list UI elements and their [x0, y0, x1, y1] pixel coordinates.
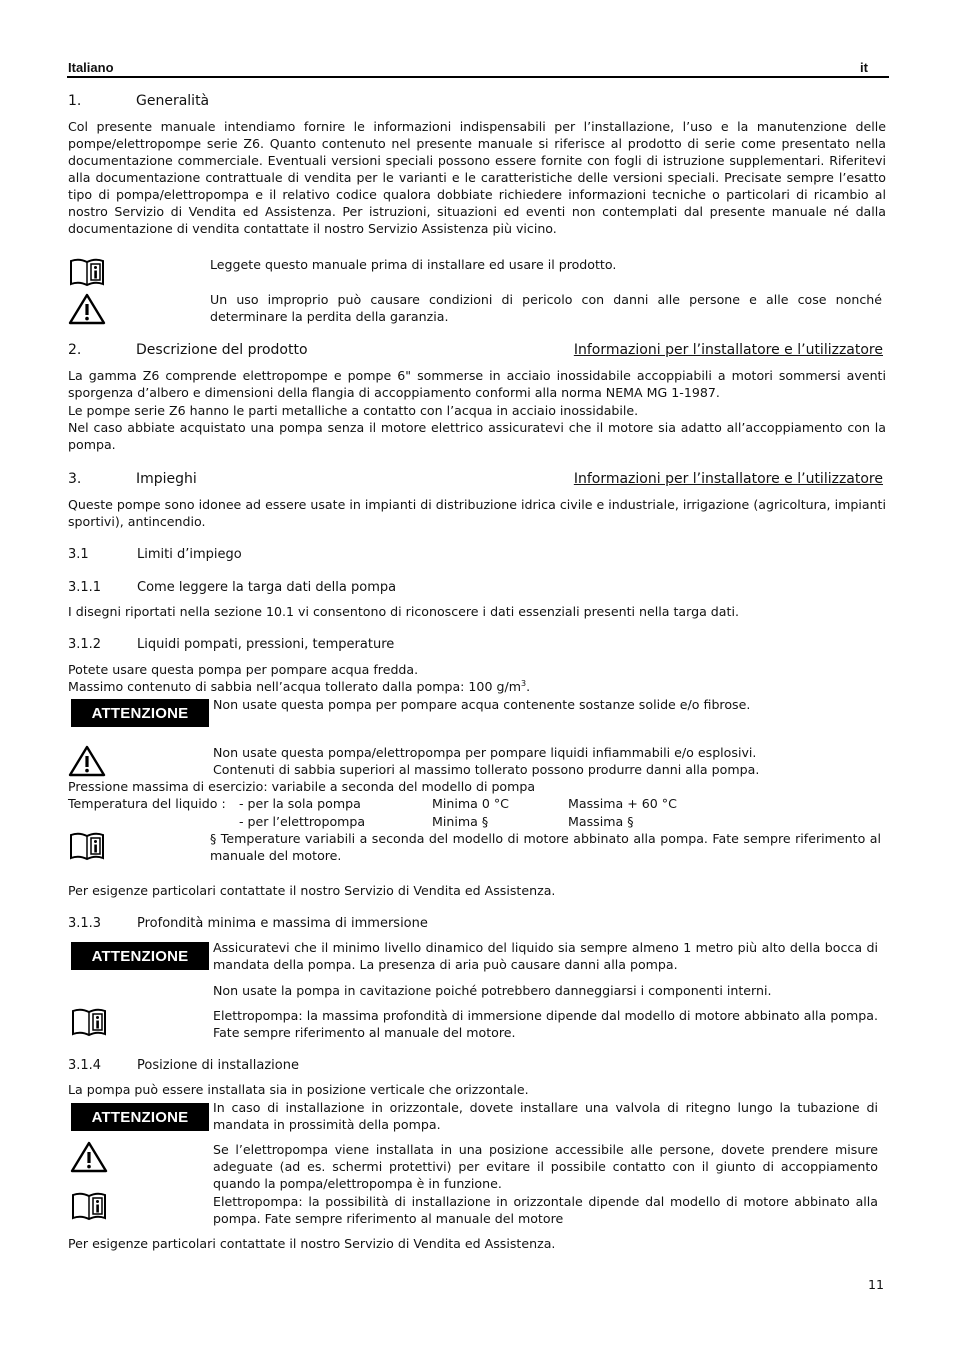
temperature-note: § Temperature variabili a seconda del modello di motore abbinato alla pompa. Fate sempre riferimento al manuale del motore.	[210, 831, 881, 863]
read-manual-icon	[71, 1007, 107, 1039]
section-3-heading	[68, 471, 883, 489]
section-1-heading	[68, 93, 883, 111]
section-2-paragraph-2: Le pompe serie Z6 hanno le parti metalliche a contatto con l’acqua in acciaio inossidabile.	[68, 403, 639, 418]
sand-content-text: Massimo contenuto di sabbia nell’acqua tollerato dalla pompa: 100 g/m	[68, 679, 521, 694]
section-title: Descrizione del prodotto	[136, 342, 308, 358]
section-title: Generalità	[136, 93, 210, 109]
read-manual-icon	[69, 257, 105, 289]
warning-triangle-icon	[69, 1140, 109, 1174]
warning-triangle-icon	[67, 292, 107, 326]
section-2-heading	[68, 342, 883, 360]
contact-line: Per esigenze particolari contattate il nostro Servizio di Vendita ed Assistenza.	[68, 1236, 556, 1251]
attention-text: Assicuratevi che il minimo livello dinamico del liquido sia sempre almeno 1 metro più alto della bocca di mandata della pompa. La presenza di aria può causare danni alla pompa.	[213, 940, 878, 972]
sand-line-end: .	[526, 679, 531, 694]
temp-row-pump-what: - per la sola pompa	[239, 796, 361, 811]
section-title: Posizione di installazione	[137, 1058, 299, 1073]
sand-content-line	[68, 678, 530, 695]
section-title: Impieghi	[136, 471, 197, 487]
section-title: Limiti d’impiego	[137, 547, 242, 562]
horizontal-install-note: Elettropompa: la possibilità di installazione in orizzontale dipende dal modello di motore abbinato alla pompa. Fate sempre riferimento al manuale del motore	[213, 1194, 878, 1226]
section-number: 2.	[68, 342, 82, 358]
header-rule	[67, 76, 889, 78]
section-number: 1.	[68, 93, 82, 109]
read-manual-icon	[71, 1191, 107, 1223]
temp-row-electropump-min: Minima §	[432, 814, 489, 829]
section-3-1-heading	[68, 546, 883, 564]
section-number: 3.	[68, 471, 82, 487]
temp-row-pump-min: Minima 0 °C	[432, 796, 509, 811]
header-language-code: it	[860, 60, 868, 75]
section-title: Come leggere la targa dati della pompa	[137, 580, 397, 595]
cavitation-note: Non usate la pompa in cavitazione poiché potrebbero danneggiarsi i componenti interni.	[213, 983, 772, 998]
section-audience: Informazioni per l’installatore e l’utilizzatore	[573, 342, 883, 358]
max-pressure: Pressione massima di esercizio: variabile a seconda del modello di pompa	[68, 779, 536, 794]
section-3-1-3-heading	[68, 915, 883, 933]
temp-row-electropump-max: Massima §	[568, 814, 634, 829]
attention-badge: ATTENZIONE	[71, 1103, 209, 1131]
header-language: Italiano	[68, 60, 114, 75]
note-read-manual: Leggete questo manuale prima di installare ed usare il prodotto.	[210, 257, 617, 272]
section-number: 3.1.1	[68, 580, 102, 595]
section-3-body: Queste pompe sono idonee ad essere usate in impianti di distribuzione idrica civile e industriale, irrigazione (agricoltura, impianti sportivi), antincendio.	[68, 497, 886, 529]
read-manual-icon	[69, 831, 105, 863]
section-2-paragraph-1: La gamma Z6 comprende elettropompe e pompe 6" sommerse in acciaio inossidabile accoppiabili a motori sommersi aventi sporgenza d’albero e dimensioni della flangia di accoppiamento conformi alla norma NEMA MG 1-1987.	[68, 368, 886, 400]
danger-flammable: Non usate questa pompa/elettropompa per pompare liquidi infiammabili e/o esplosivi.	[213, 745, 757, 760]
immersion-note: Elettropompa: la massima profondità di immersione dipende dal modello di motore abbinato alla pompa. Fate sempre riferimento al manuale del motore.	[213, 1008, 878, 1040]
section-3-1-2-heading	[68, 636, 883, 654]
section-title: Liquidi pompati, pressioni, temperature	[137, 637, 395, 652]
section-3-1-4-heading	[68, 1057, 883, 1075]
section-number: 3.1	[68, 547, 89, 562]
note-danger: Un uso improprio può causare condizioni di pericolo con danni alle persone e alle cose nonché determinare la perdita della garanzia.	[210, 292, 882, 324]
cold-water-line: Potete usare questa pompa per pompare acqua fredda.	[68, 662, 419, 677]
attention-badge: ATTENZIONE	[71, 699, 209, 727]
section-1-body: Col presente manuale intendiamo fornire le informazioni indispensabili per l’installazione, l’uso e la manutenzione delle pompe/elettropompe serie Z6. Quanto contenuto nel presente manuale si riferisce al prodotto di serie come presentato nella documentazione commerciale. Eventuali versioni speciali possono essere fornite con fogli di istruzione supplementari. Riferitevi alla documentazione contrattuale di vendita per le varianti e le caratteristiche delle versioni speciali. Precisate sempre l’esatto tipo di pompa/elettropompa e il relativo codice qualora dobbiate richiedere informazioni tecniche o particolari di ricambio al nostro Servizio di Vendita ed Assistenza. Per istruzioni, situazioni ed eventi non contemplati dal presente manuale né dalla documentazione di vendita contattate il nostro Servizio Assistenza più vicino.	[68, 119, 886, 236]
installation-position-line: La pompa può essere installata sia in posizione verticale che orizzontale.	[68, 1082, 529, 1097]
section-3-1-1-body: I disegni riportati nella sezione 10.1 vi consentono di riconoscere i dati essenziali presenti nella targa dati.	[68, 604, 739, 619]
section-title: Profondità minima e massima di immersione	[137, 916, 428, 931]
attention-text: In caso di installazione in orizzontale, dovete installare una valvola di ritegno lungo la tubazione di mandata in prossimità della pompa.	[213, 1100, 878, 1132]
section-2-paragraph-3: Nel caso abbiate acquistato una pompa senza il motore elettrico assicuratevi che il motore sia adatto all’accoppiamento con la pompa.	[68, 420, 886, 452]
temperature-label: Temperatura del liquido :	[68, 796, 226, 811]
contact-line: Per esigenze particolari contattate il nostro Servizio di Vendita ed Assistenza.	[68, 883, 556, 898]
section-3-1-1-heading	[68, 579, 883, 597]
attention-text: Non usate questa pompa per pompare acqua contenente sostanze solide e/o fibrose.	[213, 697, 751, 712]
temp-row-pump-max: Massima + 60 °C	[568, 796, 677, 811]
sand-unit-exponent: 3	[520, 678, 527, 688]
danger-sand: Contenuti di sabbia superiori al massimo tollerato possono produrre danni alla pompa.	[213, 762, 760, 777]
danger-coupling: Se l’elettropompa viene installata in una posizione accessibile alle persone, dovete prendere misure adeguate (ad es. schermi protettivi) per evitare il possibile contatto con il giunto di accoppiamento quando la pompa/elettropompa è in funzione.	[213, 1142, 878, 1191]
section-audience: Informazioni per l’installatore e l’utilizzatore	[573, 471, 883, 487]
temp-row-electropump-what: - per l’elettropompa	[239, 814, 366, 829]
page-number: 11	[868, 1277, 885, 1292]
warning-triangle-icon	[67, 744, 107, 778]
section-number: 3.1.2	[68, 637, 102, 652]
section-number: 3.1.3	[68, 916, 102, 931]
attention-badge: ATTENZIONE	[71, 942, 209, 970]
section-number: 3.1.4	[68, 1058, 102, 1073]
